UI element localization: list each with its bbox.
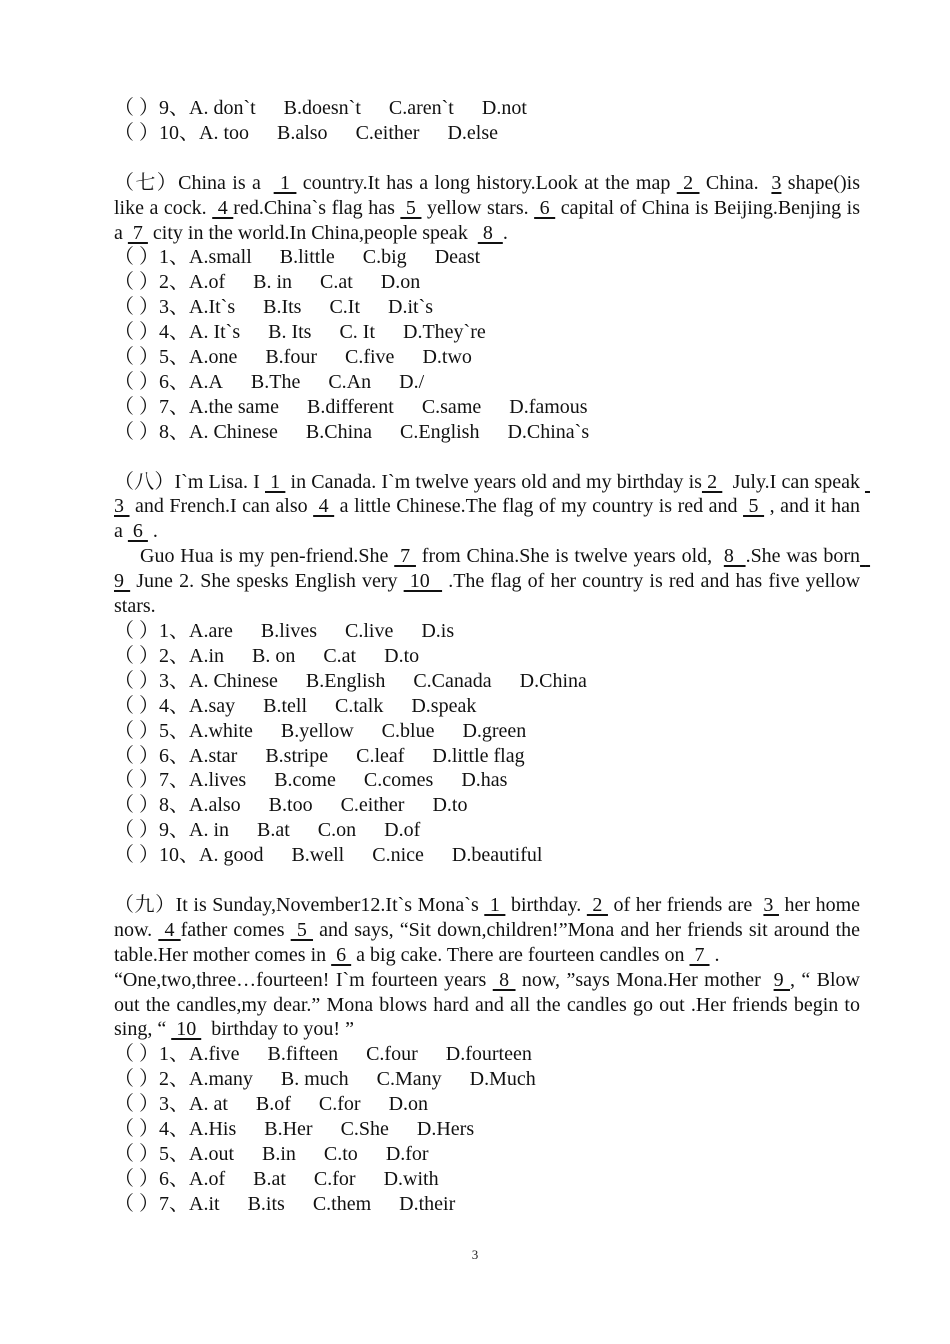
answer-option: D.has [461, 769, 508, 792]
answer-option: C.talk [335, 694, 384, 717]
answer-option: C.at [320, 271, 353, 294]
answer-option: B.four [265, 346, 317, 369]
answer-option: D.China`s [507, 420, 590, 443]
answer-option: B.little [279, 246, 335, 269]
answer-option: A.it [189, 1192, 220, 1215]
option-row [114, 1117, 860, 1142]
option-row [114, 719, 860, 744]
option-row [114, 96, 860, 121]
answer-option: D.China [519, 669, 587, 692]
answer-option: C.English [400, 420, 480, 443]
answer-option: B.The [250, 370, 301, 393]
answer-option: B.at [257, 819, 290, 842]
answer-option: A.white [189, 719, 253, 742]
answer-option: B.Her [264, 1118, 313, 1141]
answer-option: C.big [362, 246, 407, 269]
passage-text: her home now. [114, 893, 866, 941]
answer-option: B.China [305, 420, 373, 443]
answer-blank: 3 [114, 470, 870, 518]
passage-text: （九）It is Sunday,November12.It`s Mona`s [114, 893, 485, 916]
passage-text: . [502, 221, 508, 244]
answer-option: B.tell [263, 694, 307, 717]
answer-option: D.on [380, 271, 421, 294]
answer-option: A.in [189, 644, 224, 667]
answer-option: C.aren`t [388, 97, 454, 119]
option-row [114, 793, 860, 818]
answer-blank: 1 [265, 470, 286, 493]
question-number: （ ）6、 [114, 1167, 189, 1190]
answer-option: Deast [434, 246, 481, 269]
answer-option: D.They`re [403, 321, 486, 344]
answer-option: C.five [345, 346, 395, 369]
answer-option: C.to [323, 1143, 358, 1166]
answer-blank: 5 [400, 196, 422, 219]
answer-blank: 1 [484, 893, 506, 916]
section-gap [114, 445, 860, 470]
option-row [114, 1092, 860, 1117]
answer-blank: 10 [403, 570, 443, 593]
answer-blank: 4 [313, 495, 335, 518]
answer-option: A.five [189, 1043, 240, 1066]
answer-option: A. don`t [189, 97, 256, 119]
passage-text: China. [699, 171, 772, 194]
answer-blank: 10 [171, 1018, 202, 1041]
passage-paragraph [114, 171, 866, 246]
answer-option: D.to [384, 644, 420, 667]
answer-blank: 5 [290, 918, 314, 941]
answer-option: C.either [355, 121, 420, 144]
passage-text: now, ”says Mona.Her mother [515, 968, 774, 991]
passage-text: country.It has a long history.Look at the map [296, 171, 677, 194]
answer-option: D.to [432, 794, 468, 817]
answer-option: B.yellow [280, 719, 354, 742]
answer-option: D.two [422, 346, 472, 369]
answer-option: A.of [189, 271, 226, 294]
passage-text: , “ Blow out the candles,my dear.” Mona blows hard and all the candles go out .Her friends begin to sing, “ [114, 968, 865, 1041]
option-row [114, 644, 860, 669]
question-number: （ ）3、 [114, 669, 189, 692]
answer-option: D.green [462, 719, 527, 742]
question-number: （ ）6、 [114, 744, 189, 767]
option-row [114, 270, 860, 295]
answer-option: C.She [340, 1118, 389, 1141]
option-row [114, 345, 860, 370]
question-number: （ ）5、 [114, 346, 189, 369]
passage-text: July.I can speak [722, 470, 865, 493]
question-number: （ ）6、 [114, 370, 189, 393]
answer-blank: 4 [212, 196, 234, 219]
section-gap [114, 868, 860, 893]
answer-blank: 2 [676, 171, 700, 194]
answer-option: B.English [305, 669, 386, 692]
answer-option: D.fourteen [445, 1043, 532, 1066]
question-number: （ ）8、 [114, 794, 189, 817]
passage-text: capital of China is Beijing.Benjing is a [114, 196, 866, 244]
answer-blank: 3 [763, 893, 779, 916]
option-row [114, 370, 860, 395]
option-row [114, 694, 860, 719]
passage-text: in Canada. I`m twelve years old and my birthday is [285, 470, 702, 493]
option-row [114, 121, 860, 146]
answer-option: D.beautiful [451, 844, 543, 867]
answer-option: C.either [340, 794, 405, 817]
option-row [114, 1142, 860, 1167]
question-number: （ ）10、 [114, 121, 199, 144]
answer-option: C.for [318, 1093, 361, 1116]
passage-paragraph [114, 470, 870, 545]
answer-option: C. It [339, 321, 376, 344]
option-row [114, 669, 860, 694]
answer-blank: 6 [331, 943, 352, 966]
answer-option: A.many [189, 1068, 253, 1091]
question-number: （ ）4、 [114, 1118, 189, 1141]
answer-option: C.for [313, 1167, 356, 1190]
worksheet-page [114, 96, 871, 1217]
answer-option: D.their [399, 1192, 456, 1215]
answer-option: B.lives [260, 620, 317, 642]
answer-option: C.It [329, 296, 361, 319]
answer-option: D.else [447, 121, 498, 144]
option-row [114, 818, 860, 843]
question-number: （ ）1、 [114, 1043, 189, 1066]
passage-text: from China.She is twelve years old, [415, 545, 724, 568]
passage-text: .She was born [745, 545, 861, 568]
answer-blank: 3 [771, 171, 782, 194]
question-number: （ ）7、 [114, 1192, 189, 1215]
answer-option: D.speak [411, 694, 477, 717]
answer-blank: 8 [477, 221, 503, 244]
question-number: （ ）10、 [114, 844, 199, 867]
answer-option: C.Many [376, 1068, 442, 1091]
passage-text: . [147, 520, 158, 543]
answer-option: D./ [399, 370, 425, 393]
answer-option: C.blue [381, 719, 435, 742]
answer-option: C.same [421, 395, 482, 418]
answer-option: A.of [189, 1167, 226, 1190]
answer-option: A.His [189, 1118, 237, 1141]
answer-option: A. Chinese [189, 420, 278, 443]
answer-option: C.live [344, 620, 394, 642]
passage-text: father comes [180, 918, 291, 941]
answer-blank: 9 [773, 968, 790, 991]
section-gap [114, 146, 860, 171]
answer-blank: 9 [114, 545, 871, 593]
answer-option: A.It`s [189, 296, 236, 319]
option-row [114, 1167, 860, 1192]
answer-blank: 2 [586, 893, 608, 916]
answer-option: C.on [317, 819, 357, 842]
passage-text: a little Chinese.The flag of my country is red and [334, 495, 744, 518]
passage-text: . [709, 943, 720, 966]
answer-option: A.one [189, 346, 238, 369]
answer-option: D.Much [469, 1068, 536, 1091]
question-number: （ ）2、 [114, 1068, 189, 1091]
passage-text: birthday to you! ” [201, 1018, 354, 1041]
question-number: （ ）3、 [114, 296, 189, 319]
answer-option: A.lives [189, 769, 247, 792]
passage-text: June 2. She spesks English very [130, 570, 404, 593]
passage-paragraph [114, 968, 865, 1043]
answer-blank: 4 [158, 918, 181, 941]
answer-option: D.not [481, 97, 527, 119]
answer-option: B.also [277, 121, 328, 144]
answer-option: C.comes [363, 769, 434, 792]
option-row [114, 1067, 860, 1092]
passage-text: city in the world.In China,people speak [147, 221, 478, 244]
answer-blank: 6 [127, 520, 148, 543]
passage-paragraph [114, 544, 871, 619]
answer-option: C.leaf [356, 744, 405, 767]
answer-blank: 7 [394, 545, 416, 568]
passage-text: red.China`s flag has [233, 196, 401, 219]
option-row [114, 1042, 860, 1067]
question-number: （ ）1、 [114, 246, 189, 269]
answer-option: B. much [280, 1068, 349, 1091]
answer-option: C.four [366, 1043, 418, 1066]
answer-option: C.at [323, 644, 357, 667]
page-number: 3 [471, 1247, 479, 1262]
answer-option: D.is [421, 620, 455, 642]
answer-option: B.Its [263, 296, 302, 319]
answer-option: C.nice [372, 844, 424, 867]
question-number: （ ）5、 [114, 719, 189, 742]
answer-option: A. good [199, 844, 264, 867]
answer-option: A.small [189, 246, 252, 269]
cloze-section [114, 470, 871, 869]
answer-option: B. on [252, 644, 296, 667]
answer-option: B.at [253, 1167, 286, 1190]
answer-blank: 2 [701, 470, 723, 493]
answer-option: A.say [189, 694, 236, 717]
answer-option: A.the same [189, 395, 279, 418]
passage-text: and French.I can also [129, 495, 314, 518]
passage-text: Guo Hua is my pen-friend.She [140, 545, 395, 568]
answer-blank: 5 [743, 495, 765, 518]
question-number: （ ）1、 [114, 620, 189, 642]
answer-option: C.them [312, 1192, 372, 1215]
question-number: （ ）3、 [114, 1093, 189, 1116]
answer-option: C.An [328, 370, 372, 393]
answer-option: A. Chinese [189, 669, 278, 692]
question-number: （ ）9、 [114, 97, 189, 119]
option-row [114, 320, 860, 345]
answer-option: B.too [268, 794, 313, 817]
option-row [114, 744, 860, 769]
answer-option: D.with [383, 1167, 439, 1190]
answer-blank: 1 [273, 171, 297, 194]
answer-blank: 7 [127, 221, 148, 244]
question-number: （ ）5、 [114, 1143, 189, 1166]
answer-option: B.come [274, 769, 336, 792]
question-number: （ ）8、 [114, 420, 189, 443]
passage-text: a big cake. There are fourteen candles on [351, 943, 690, 966]
answer-option: B.doesn`t [283, 97, 361, 119]
passage-text: （七）China is a [114, 171, 274, 194]
option-row [114, 395, 860, 420]
option-row [114, 245, 860, 270]
question-number: （ ）2、 [114, 644, 189, 667]
answer-option: A. at [189, 1093, 228, 1116]
question-number: （ ）7、 [114, 395, 189, 418]
answer-option: A. in [189, 819, 229, 842]
question-number: （ ）4、 [114, 694, 189, 717]
answer-option: D.Hers [416, 1118, 475, 1141]
passage-text: , and it han a [114, 495, 866, 543]
answer-option: A.out [189, 1143, 234, 1166]
answer-option: B. in [253, 271, 293, 294]
answer-option: D.for [385, 1143, 429, 1166]
question-number: （ ）9、 [114, 819, 189, 842]
option-row [114, 1192, 860, 1217]
answer-option: A. It`s [189, 321, 241, 344]
answer-option: B.its [247, 1192, 285, 1215]
passage-text: “One,two,three…fourteen! I`m fourteen years [114, 968, 493, 991]
answer-option: D.on [388, 1093, 429, 1116]
cloze-section [114, 893, 866, 1217]
answer-option: B.well [291, 844, 345, 867]
passage-text: （八）I`m Lisa. I [114, 470, 265, 493]
passage-text: of her friends are [607, 893, 764, 916]
answer-option: B.fifteen [267, 1043, 339, 1066]
passage-text: .The flag of her country is red and has five yellow stars. [114, 570, 866, 618]
cloze-section [114, 96, 860, 146]
answer-option: A.also [189, 794, 241, 817]
answer-option: A.are [189, 620, 233, 642]
answer-blank: 8 [723, 545, 746, 568]
passage-text: birthday. [505, 893, 587, 916]
answer-blank: 6 [534, 196, 556, 219]
answer-option: A.A [189, 370, 223, 393]
option-row [114, 619, 860, 644]
passage-paragraph [114, 893, 866, 968]
answer-option: A.star [189, 744, 238, 767]
answer-option: B.different [306, 395, 394, 418]
question-number: （ ）4、 [114, 321, 189, 344]
answer-option: D.it`s [388, 296, 434, 319]
answer-blank: 8 [492, 968, 516, 991]
answer-option: D.of [384, 819, 421, 842]
answer-option: B.in [262, 1143, 296, 1166]
passage-text: and says, “Sit down,children!”Mona and her friends sit around the table.Her mother comes in [114, 918, 866, 966]
answer-blank: 7 [689, 943, 710, 966]
answer-option: B.stripe [265, 744, 329, 767]
option-row [114, 843, 860, 868]
passage-text: shape()is like a cock. [114, 171, 865, 219]
answer-option: D.famous [509, 395, 588, 418]
question-number: （ ）2、 [114, 271, 189, 294]
option-row [114, 420, 860, 445]
question-number: （ ）7、 [114, 769, 189, 792]
passage-text: yellow stars. [421, 196, 535, 219]
answer-option: C.Canada [413, 669, 492, 692]
option-row [114, 295, 860, 320]
answer-option: A. too [199, 121, 249, 144]
answer-option: B. Its [268, 321, 312, 344]
cloze-section [114, 171, 866, 445]
answer-option: B.of [255, 1093, 291, 1116]
option-row [114, 768, 860, 793]
answer-option: D.little flag [432, 744, 525, 767]
